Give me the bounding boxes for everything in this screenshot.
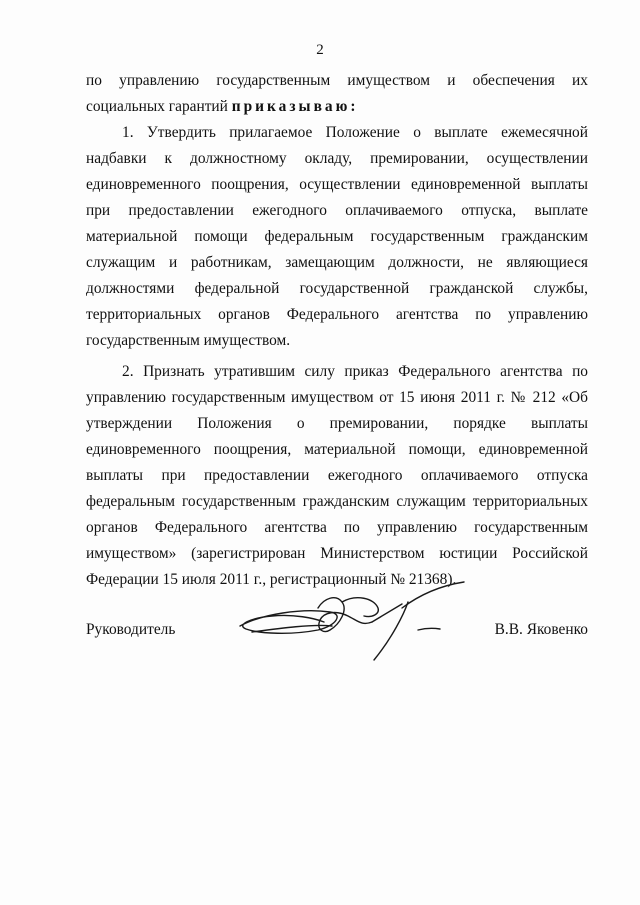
- order-keyword: приказываю:: [231, 98, 359, 115]
- intro-paragraph: [86, 68, 588, 120]
- signer-position: Руководитель: [86, 621, 176, 638]
- intro-line-2-prefix: гарантий: [168, 98, 232, 115]
- intro-line-1: по управлению государственным имуществом и обеспечения их социальных: [86, 72, 588, 115]
- signer-name: В.В. Яковенко: [494, 621, 588, 638]
- paragraph-1: 1. Утвердить прилагаемое Положение о выплате ежемесячной надбавки к должностному окладу, премировании, осуществлении единовременного поощрения, осуществлении единовременной выплаты при предоставлении ежегодного оплачиваемого отпуска, выплате материальной помощи федеральным государственным гражданским служащим и работникам, замещающим должности, не являющиеся должностями федеральной государственной гражданской службы, территориальных органов Федерального агентства по управлению государственным имуществом.: [86, 124, 588, 349]
- paragraph-2: 2. Признать утратившим силу приказ Федерального агентства по управлению государственным имуществом от 15 июня 2011 г. № 212 «Об утверждении Положения о премировании, порядке выплаты единовременного поощрения, материальной помощи, единовременной выплаты при предоставлении ежегодного оплачиваемого отпуска федеральным государственным гражданским служащим территориальных органов Федерального агентства по управлению государственным имуществом» (зарегистрирован Министерством юстиции Российской Федерации 15 июля 2011 г., регистрационный № 21368).: [86, 363, 588, 588]
- signature-block: [86, 615, 588, 645]
- document-body: [86, 68, 588, 593]
- page-number: 2: [316, 42, 324, 58]
